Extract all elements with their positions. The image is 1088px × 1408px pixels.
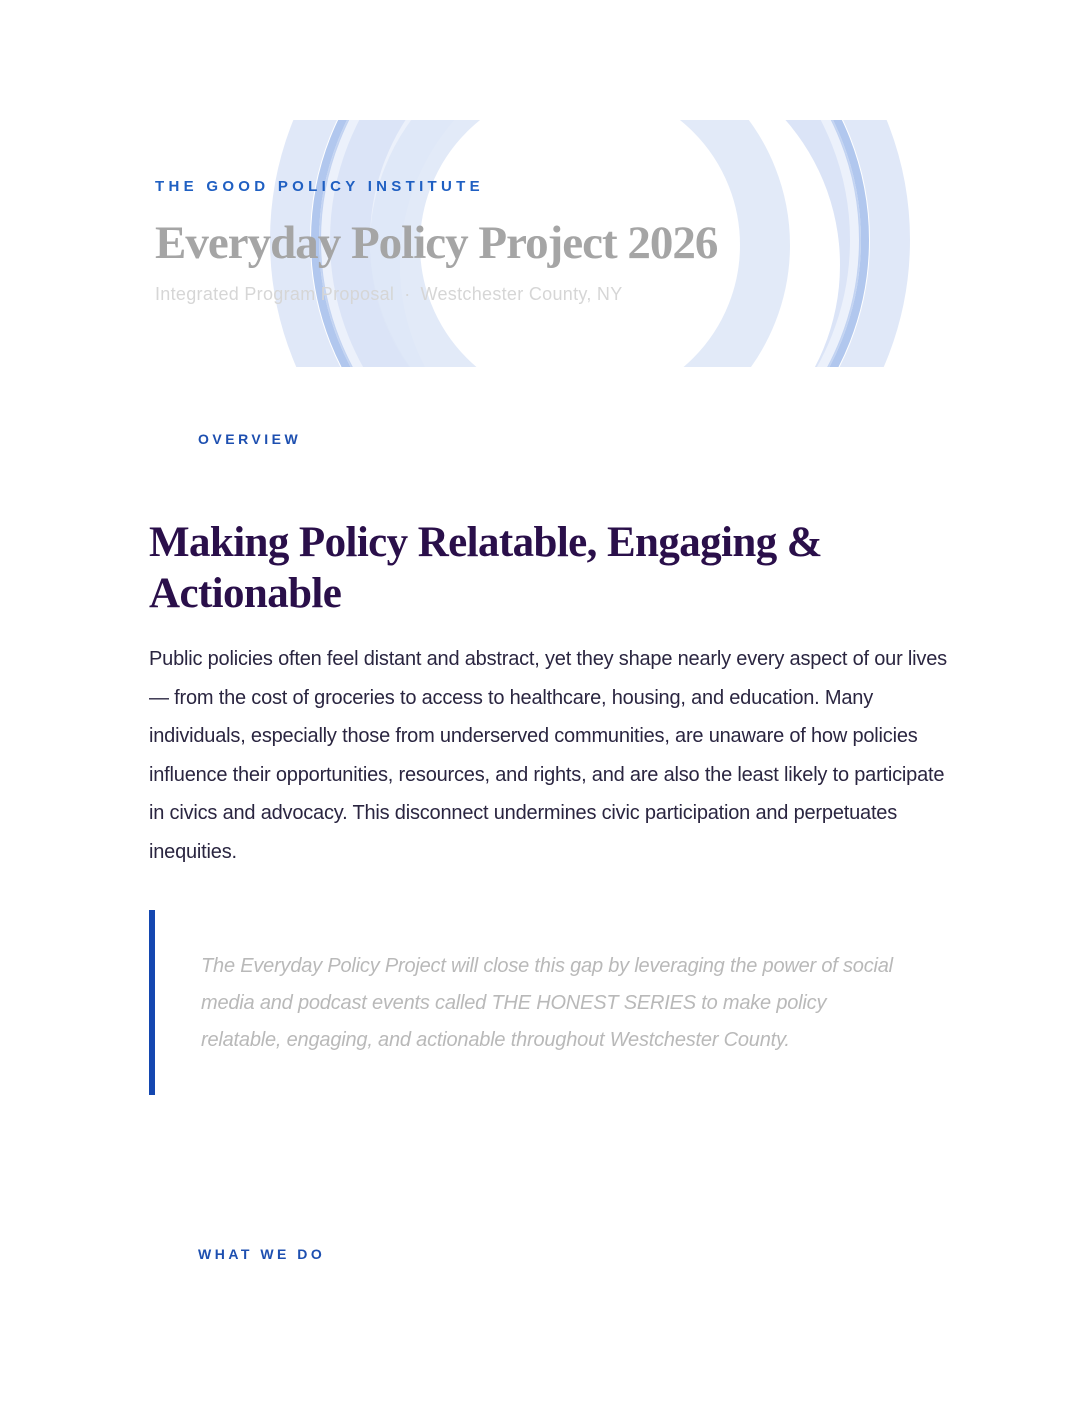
organization-name: THE GOOD POLICY INSTITUTE <box>155 178 484 195</box>
overview-headline: Making Policy Relatable, Engaging & Actionable <box>149 519 822 617</box>
header-banner <box>120 120 968 367</box>
subtitle-location: Westchester County, NY <box>420 284 623 304</box>
pull-quote-text: The Everyday Policy Project will close this gap by leveraging the power of social media and podcast events called THE HONEST SERIES to make policy relatable, engaging, and actionable throughout Westchester County. <box>201 955 893 1051</box>
header-text <box>155 178 717 305</box>
page-title: Everyday Policy Project 2026 <box>155 217 718 269</box>
page-subtitle <box>155 284 717 305</box>
section-label-what-we-do: WHAT WE DO <box>198 1246 326 1262</box>
subtitle-separator: · <box>404 284 411 304</box>
overview-body: Public policies often feel distant and abstract, yet they shape nearly every aspect of our lives — from the cost of groceries to access to healthcare, housing, and education. Many individuals, especially those from underserved communities, are unaware of how policies influence their opportunities, resources, and rights, and are also the least likely to participate in civics and advocacy. This disconnect undermines civic participation and perpetuates inequities. <box>149 648 947 863</box>
subtitle-program: Integrated Program Proposal <box>155 284 395 304</box>
section-label-overview: OVERVIEW <box>198 431 302 447</box>
pull-quote <box>149 910 909 1095</box>
